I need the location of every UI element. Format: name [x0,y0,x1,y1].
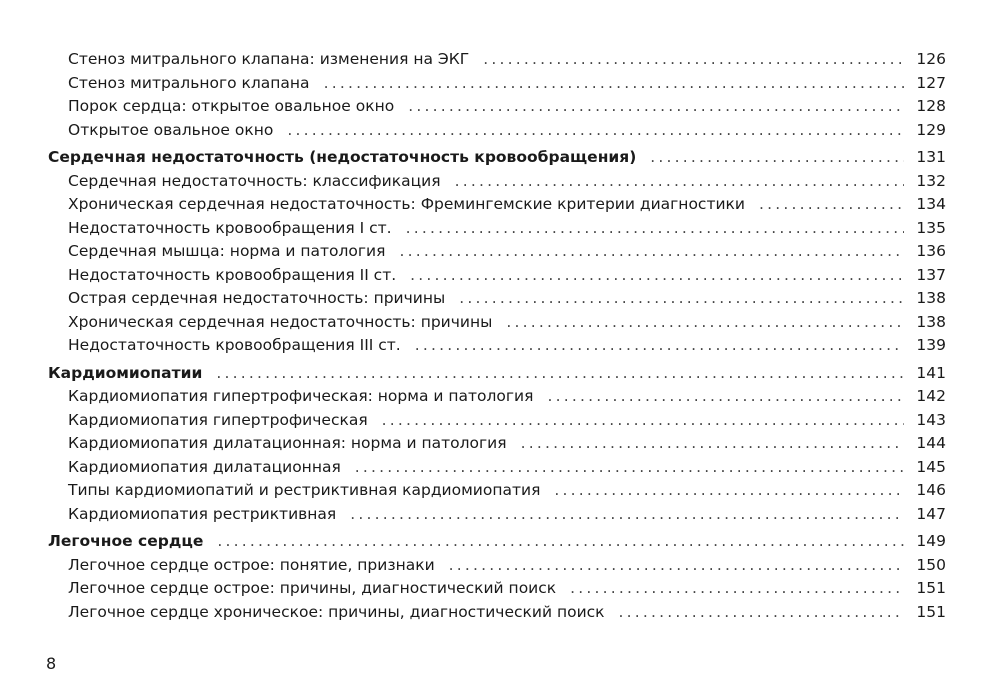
toc-entry[interactable] [48,479,946,503]
toc-entry-page: 135 [916,218,946,237]
dot-leader [410,264,904,288]
page-number: 8 [46,654,57,673]
dot-leader [554,479,904,503]
toc-entry-title: Легочное сердце острое: понятие, признаки [68,555,435,574]
toc-entry-page: 127 [916,73,946,92]
dot-leader [350,503,904,527]
toc-entry[interactable] [48,432,946,456]
toc-entry[interactable] [48,119,946,143]
toc-entry-page: 145 [916,457,946,476]
toc-entry[interactable] [48,95,946,119]
toc-entry-page: 126 [916,50,946,68]
toc-entry-page: 138 [916,312,946,331]
toc-entry-page: 142 [916,387,946,405]
toc-entry[interactable] [48,217,946,241]
table-of-contents [48,48,946,624]
dot-leader [217,530,904,554]
toc-entry-title: Хроническая сердечная недостаточность: Фремингемские критерии диагностики [68,195,745,213]
toc-entry-page: 150 [916,555,946,574]
toc-entry-title: Кардиомиопатия гипертрофическая: норма и патология [68,387,534,405]
toc-entry-title: Кардиомиопатии [48,363,203,382]
toc-entry-page: 144 [916,434,946,452]
toc-entry-page: 151 [916,579,946,597]
toc-entry[interactable] [48,287,946,311]
dot-leader [650,146,904,170]
dot-leader [759,193,904,217]
toc-entry-page: 149 [916,532,946,550]
toc-entry-page: 146 [916,481,946,499]
toc-entry-title: Острая сердечная недостаточность: причины [68,289,446,307]
toc-entry[interactable] [48,601,946,625]
toc-entry-title: Хроническая сердечная недостаточность: причины [68,312,493,331]
dot-leader [547,385,904,409]
dot-leader [619,601,904,625]
dot-leader [483,48,904,72]
toc-entry-page: 132 [916,171,946,190]
dot-leader [408,95,904,119]
toc-entry-title: Типы кардиомиопатий и рестриктивная кардиомиопатия [68,481,541,499]
toc-entry-title: Сердечная недостаточность (недостаточность кровообращения) [48,148,637,166]
toc-entry[interactable] [48,264,946,288]
toc-section-entry[interactable] [48,362,946,386]
toc-entry-page: 139 [916,336,946,354]
dot-leader [521,432,904,456]
toc-entry-title: Легочное сердце хроническое: причины, диагностический поиск [68,602,605,621]
toc-entry[interactable] [48,170,946,194]
dot-leader [355,456,904,480]
toc-entry-title: Кардиомиопатия дилатационная: норма и патология [68,434,507,452]
toc-entry-page: 141 [916,363,946,382]
toc-section-entry[interactable] [48,530,946,554]
toc-entry[interactable] [48,193,946,217]
toc-entry[interactable] [48,311,946,335]
toc-entry-title: Недостаточность кровообращения III ст. [68,336,401,354]
dot-leader [287,119,904,143]
toc-entry-title: Порок сердца: открытое овальное окно [68,97,395,115]
toc-entry-title: Сердечная мышца: норма и патология [68,242,386,260]
dot-leader [382,409,904,433]
toc-entry-title: Открытое овальное окно [68,120,274,139]
toc-entry[interactable] [48,48,946,72]
toc-entry[interactable] [48,503,946,527]
toc-entry-title: Стеноз митрального клапана [68,73,310,92]
toc-entry[interactable] [48,456,946,480]
toc-entry[interactable] [48,385,946,409]
dot-leader [216,362,904,386]
dot-leader [455,170,904,194]
toc-entry-page: 138 [916,289,946,307]
toc-entry-title: Легочное сердце острое: причины, диагностический поиск [68,579,557,597]
dot-leader [406,217,904,241]
dot-leader [506,311,904,335]
dot-leader [415,334,904,358]
toc-entry-page: 134 [916,195,946,213]
toc-entry-page: 131 [916,148,946,166]
toc-entry-page: 147 [916,504,946,523]
toc-entry-page: 137 [916,265,946,284]
dot-leader [324,72,904,96]
dot-leader [570,577,904,601]
dot-leader [399,240,904,264]
toc-entry-title: Кардиомиопатия дилатационная [68,457,341,476]
toc-entry[interactable] [48,334,946,358]
toc-section-entry[interactable] [48,146,946,170]
toc-entry-page: 136 [916,242,946,260]
dot-leader [449,554,904,578]
toc-entry[interactable] [48,72,946,96]
toc-entry-title: Кардиомиопатия рестриктивная [68,504,337,523]
toc-entry[interactable] [48,554,946,578]
toc-entry[interactable] [48,240,946,264]
toc-entry[interactable] [48,409,946,433]
dot-leader [459,287,904,311]
toc-entry-title: Недостаточность кровообращения I ст. [68,218,392,237]
toc-entry-title: Стеноз митрального клапана: изменения на ЭКГ [68,50,470,68]
toc-entry-title: Легочное сердце [48,532,204,550]
toc-entry-page: 151 [916,602,946,621]
toc-entry-title: Недостаточность кровообращения II ст. [68,265,397,284]
toc-entry-title: Кардиомиопатия гипертрофическая [68,410,368,429]
toc-entry-page: 143 [916,410,946,429]
toc-entry-page: 128 [916,97,946,115]
toc-entry[interactable] [48,577,946,601]
toc-entry-page: 129 [916,120,946,139]
toc-entry-title: Сердечная недостаточность: классификация [68,171,441,190]
